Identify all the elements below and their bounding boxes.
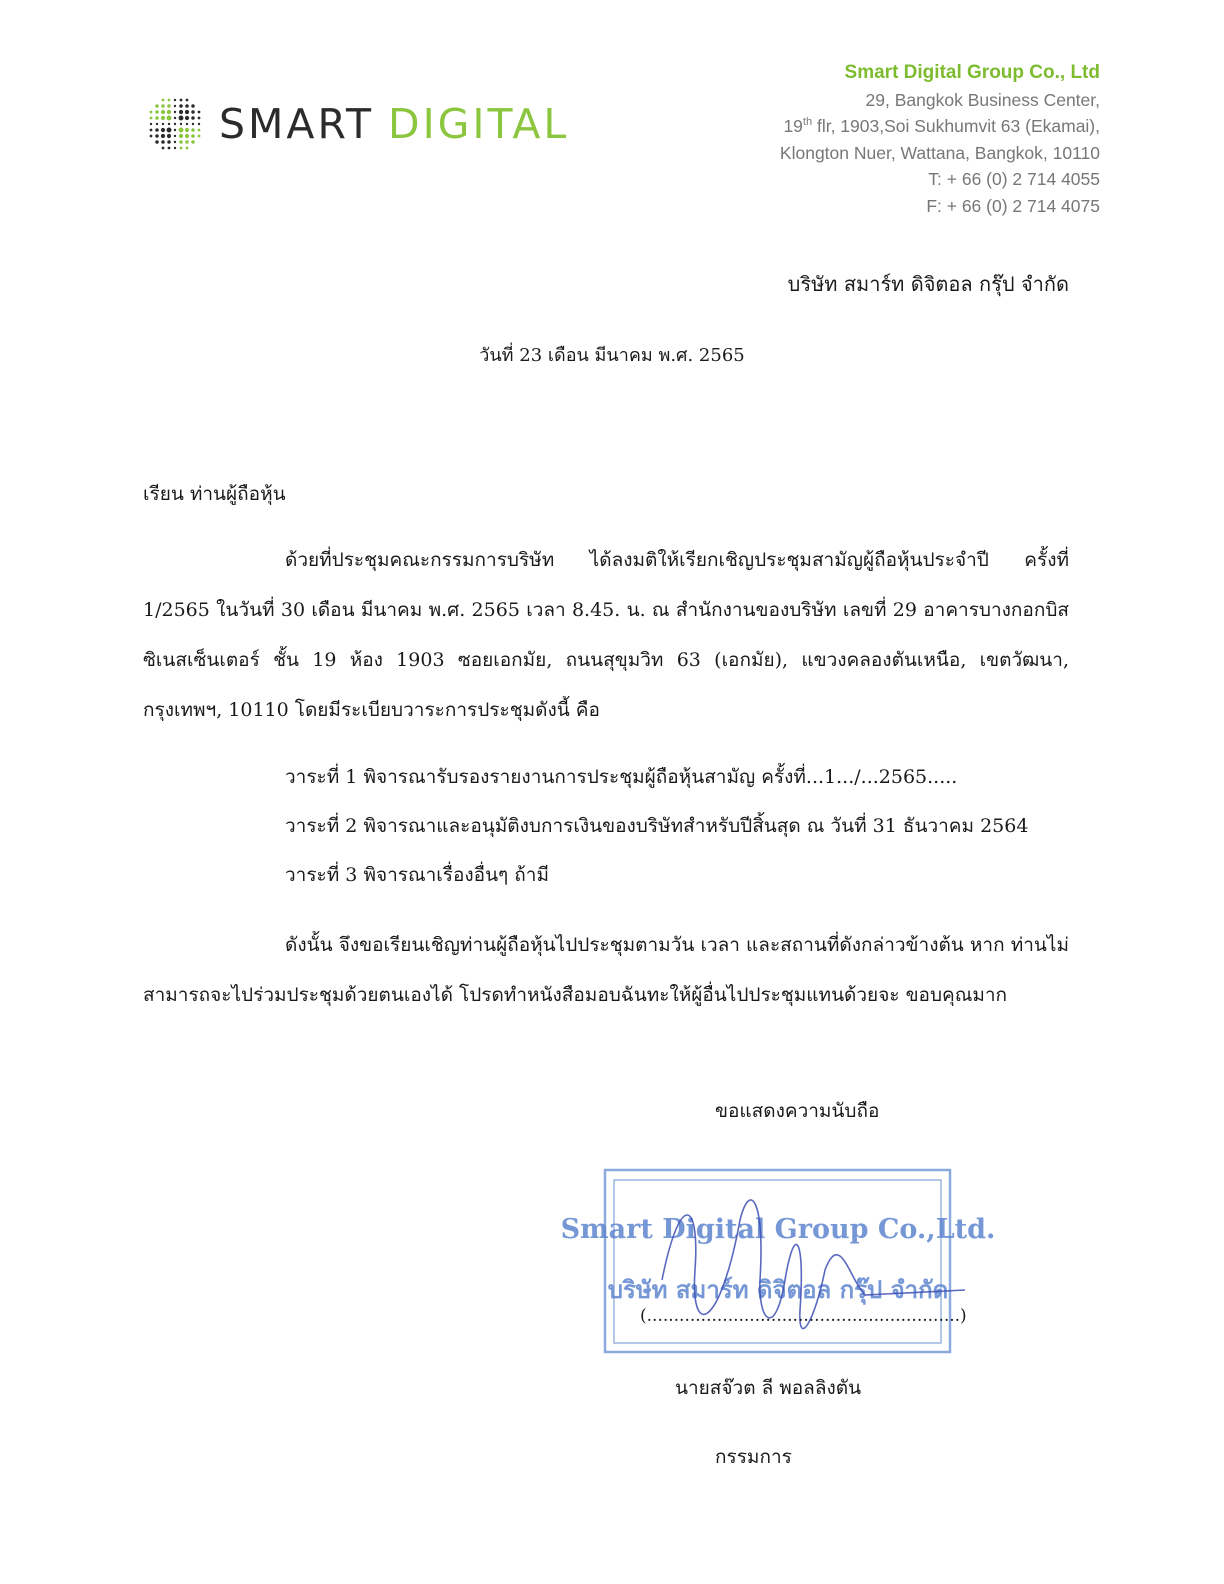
- logo-dot: [162, 99, 165, 102]
- address-line-1: 29, Bangkok Business Center,: [865, 89, 1100, 110]
- logo-dot: [161, 116, 165, 120]
- logo-dot-mark-icon: [145, 94, 205, 154]
- agenda-item: วาระที่ 3 พิจารณาเรื่องอื่นๆ ถ้ามี: [285, 864, 549, 886]
- logo-dot: [168, 99, 171, 102]
- logo-dot: [167, 104, 171, 108]
- logo-dot: [192, 123, 194, 125]
- logo-dot: [161, 140, 165, 144]
- logo-dot: [161, 110, 165, 114]
- company-stamp: [560, 1160, 996, 1360]
- logo-dot: [150, 129, 153, 132]
- logo-dot: [174, 123, 176, 125]
- logo-dot: [179, 110, 183, 114]
- logo-dot: [198, 123, 200, 125]
- logo-dot: [191, 104, 195, 108]
- invitation-paragraph: ด้วยที่ประชุมคณะกรรมการบริษัท ได้ลงมติให้เรียกเชิญประชุมสามัญผู้ถือหุ้นประจำปี ครั้งที่ 1/2565 ในวันที่ 30 เดือน มีนาคม พ.ศ. 2565 เวลา 8.45. น. ณ สำนักงานของบริษัท เลขที่ 29 อาคารบางกอกบิสซิเนสเซ็นเตอร์ ชั้น 19 ห้อง 1903 ซอยเอกมัย, ถนนสุขุมวิท 63 (เอกมัย), แขวงคลองตันเหนือ, เขตวัฒนา, กรุงเทพฯ, 10110 โดยมีระเบียบวาระการประชุมดังนี้ คือ: [143, 549, 1069, 721]
- logo-dot: [179, 134, 183, 138]
- closing-paragraph: ดังนั้น จึงขอเรียนเชิญท่านผู้ถือหุ้นไปประชุมตามวัน เวลา และสถานที่ดังกล่าวข้างต้น หาก ท่านไม่สามารถจะไปร่วมประชุมด้วยตนเองได้ โปรดทำหนังสือมอบฉันทะให้ผู้อื่นไปประชุมแทนด้วยจะ ขอบคุณมาก: [143, 934, 1069, 1006]
- logo-dot: [156, 123, 158, 125]
- logo-dot: [150, 123, 152, 125]
- stamp-text-english: Smart Digital Group Co.,Ltd.: [560, 1214, 996, 1245]
- address-line-2: 19th flr, 1903,Soi Sukhumvit 63 (Ekamai),: [783, 116, 1100, 136]
- logo-dot: [191, 134, 195, 138]
- logo-dot: [174, 105, 176, 107]
- logo-word-smart: SMART: [219, 100, 374, 148]
- letterhead-company-name: Smart Digital Group Co., Ltd: [844, 62, 1100, 83]
- logo-dot: [150, 111, 153, 114]
- company-logo: [145, 94, 575, 156]
- logo-dot: [185, 104, 189, 108]
- closing-salutation: ขอแสดงความนับถือ: [715, 1100, 880, 1122]
- logo-dot: [179, 140, 183, 144]
- logo-dot: [191, 128, 195, 132]
- logo-dot: [155, 110, 159, 114]
- logo-dot: [179, 116, 184, 121]
- logo-dot: [180, 147, 183, 150]
- logo-dot: [168, 123, 170, 125]
- salutation: เรียน ท่านผู้ถือหุ้น: [143, 483, 286, 505]
- logo-dot: [174, 129, 176, 131]
- stamp-text-thai: บริษัท สมาร์ท ดิจิตอล กรุ๊ป จำกัด: [607, 1275, 949, 1304]
- signer-name: นายสจ๊วต ลี พอลลิงตัน: [675, 1377, 862, 1399]
- logo-dot: [174, 141, 176, 143]
- logo-dot: [185, 110, 189, 114]
- letter-date: วันที่ 23 เดือน มีนาคม พ.ศ. 2565: [479, 345, 745, 366]
- logo-dot: [150, 135, 153, 138]
- logo-dot: [180, 123, 182, 125]
- logo-dot: [198, 117, 201, 120]
- logo-dot: [185, 128, 189, 132]
- logo-dot: [161, 104, 165, 108]
- logo-dot: [167, 140, 171, 144]
- logo-dot: [161, 134, 165, 138]
- agenda-item: วาระที่ 1 พิจารณารับรองรายงานการประชุมผู้ถือหุ้นสามัญ ครั้งที่...1.../...2565.....: [285, 766, 958, 788]
- logo-dot: [174, 111, 176, 113]
- logo-dot: [180, 99, 183, 102]
- signature-line: (..........................................................): [640, 1306, 967, 1326]
- logo-dot: [155, 128, 159, 132]
- logo-dot: [198, 111, 201, 114]
- logo-dot: [185, 134, 189, 138]
- logo-dot: [174, 135, 176, 137]
- logo-dot: [162, 147, 165, 150]
- logo-dot: [174, 99, 176, 101]
- logo-dot: [155, 134, 159, 138]
- logo-dot: [162, 123, 164, 125]
- logo-dot: [150, 117, 153, 120]
- phone-number: T: + 66 (0) 2 714 4055: [928, 169, 1100, 189]
- logo-dot: [191, 110, 195, 114]
- logo-dot: [167, 116, 172, 121]
- logo-dot: [155, 104, 159, 108]
- fax-number: F: + 66 (0) 2 714 4075: [926, 195, 1100, 216]
- address-line-3: Klongton Nuer, Wattana, Bangkok, 10110: [779, 142, 1100, 163]
- logo-word-digital: DIGITAL: [388, 100, 570, 148]
- logo-dot: [168, 147, 171, 150]
- logo-dot: [167, 110, 171, 114]
- logo-dot: [174, 117, 176, 119]
- logo-dot: [191, 116, 195, 120]
- logo-dot: [167, 134, 171, 138]
- letterhead-address: [780, 60, 1100, 219]
- logo-dot: [186, 123, 188, 125]
- logo-dot: [161, 128, 165, 132]
- logo-dot: [185, 140, 189, 144]
- logo-dot: [174, 147, 176, 149]
- agenda-item: วาระที่ 2 พิจารณาและอนุมัติงบการเงินของบริษัทสำหรับปีสิ้นสุด ณ วันที่ 31 ธันวาคม 2564: [285, 815, 1029, 837]
- logo-dot: [179, 128, 184, 133]
- logo-wordmark: [219, 96, 569, 152]
- logo-dot: [186, 147, 189, 150]
- logo-dot: [198, 129, 201, 132]
- logo-dot: [167, 128, 172, 133]
- signer-title: กรรมการ: [715, 1446, 792, 1468]
- logo-dot: [191, 140, 195, 144]
- logo-dot: [186, 99, 189, 102]
- logo-dot: [155, 140, 159, 144]
- logo-dot: [185, 116, 189, 120]
- company-name-thai: บริษัท สมาร์ท ดิจิตอล กรุ๊ป จำกัด: [787, 272, 1069, 296]
- logo-dot: [179, 104, 183, 108]
- logo-dot: [155, 116, 159, 120]
- logo-dot: [198, 135, 201, 138]
